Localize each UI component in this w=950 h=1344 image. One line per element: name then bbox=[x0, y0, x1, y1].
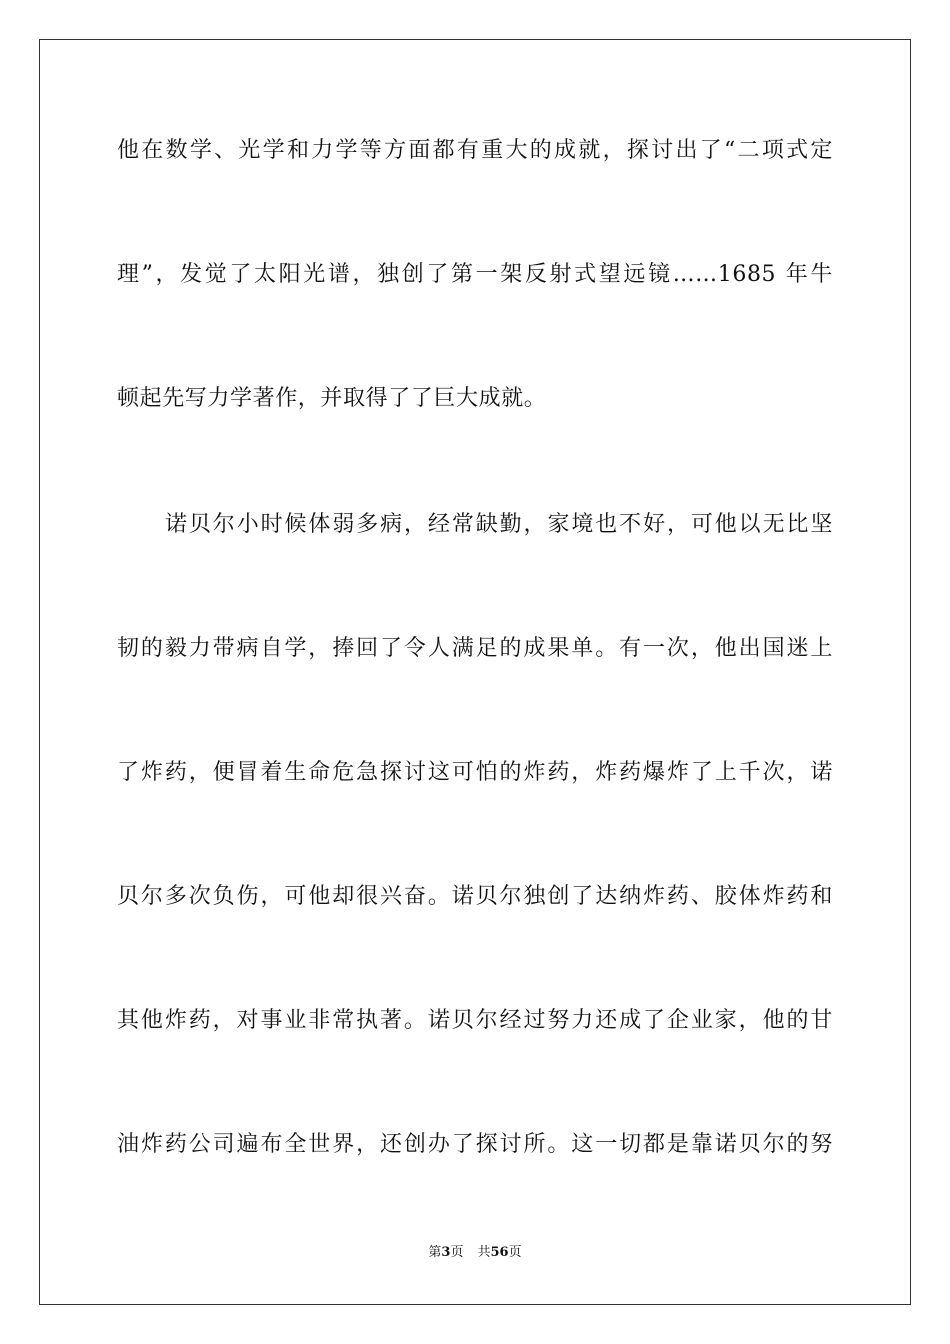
footer-page-suffix: 页 bbox=[450, 1245, 464, 1260]
body-line-8: 其他炸药，对事业非常执著。诺贝尔经过努力还成了企业家，他的甘 bbox=[117, 1008, 833, 1033]
body-line-5: 韧的毅力带病自学，捧回了令人满足的成果单。有一次，他出国迷上 bbox=[117, 636, 833, 661]
footer-total-prefix: 共 bbox=[477, 1245, 491, 1260]
body-line-7: 贝尔多次负伤，可他却很兴奋。诺贝尔独创了达纳炸药、胶体炸药和 bbox=[117, 884, 833, 909]
footer-page-prefix: 第 bbox=[428, 1245, 442, 1260]
body-line-6: 了炸药，便冒着生命危急探讨这可怕的炸药，炸药爆炸了上千次，诺 bbox=[117, 760, 833, 785]
footer-total-pages: 56 bbox=[490, 1245, 509, 1260]
page-frame bbox=[39, 39, 911, 1305]
page-footer bbox=[0, 1244, 950, 1262]
body-line-3: 顿起先写力学著作，并取得了了巨大成就。 bbox=[117, 386, 547, 411]
footer-total-suffix: 页 bbox=[508, 1245, 522, 1260]
footer-page-number: 3 bbox=[441, 1245, 451, 1260]
body-line-4: 诺贝尔小时候体弱多病，经常缺勤，家境也不好，可他以无比坚 bbox=[165, 512, 833, 537]
body-line-9: 油炸药公司遍布全世界，还创办了探讨所。这一切都是靠诺贝尔的努 bbox=[117, 1132, 833, 1157]
body-line-2: 理”，发觉了太阳光谱，独创了第一架反射式望远镜……1685 年牛 bbox=[117, 262, 833, 287]
body-line-1: 他在数学、光学和力学等方面都有重大的成就，探讨出了“二项式定 bbox=[117, 138, 833, 163]
